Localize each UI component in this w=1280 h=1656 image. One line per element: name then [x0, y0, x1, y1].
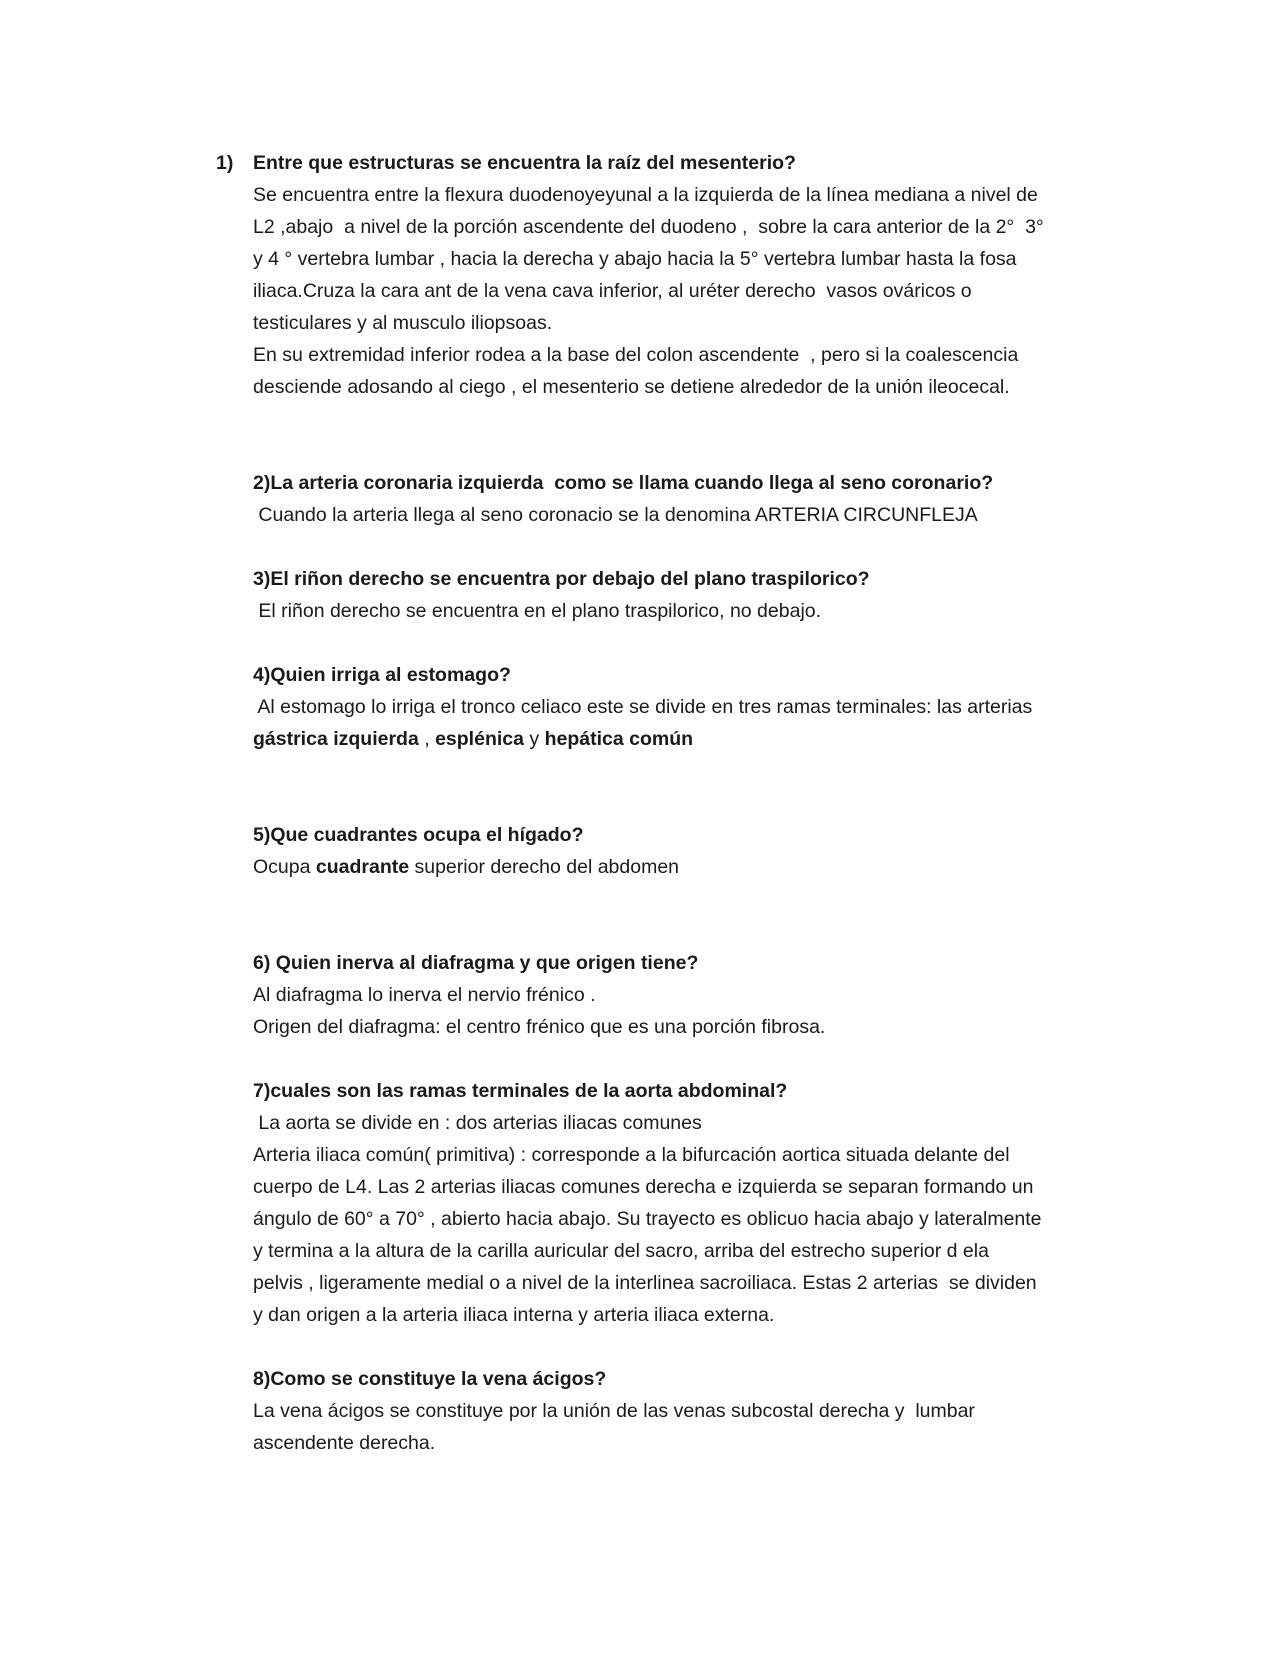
artery-splenic: esplénica — [435, 728, 524, 750]
separator-text: y — [523, 728, 545, 750]
question-2-title: 2)La arteria coronaria izquierda como se llama cuando llega al seno coronario? — [253, 472, 994, 494]
answer-7-line: cuerpo de L4. Las 2 arterias iliacas comunes derecha e izquierda se separan formando un — [253, 1176, 1034, 1198]
answer-1-line: Se encuentra entre la flexura duodenoyeyunal a la izquierda de la línea mediana a nivel de — [253, 184, 1038, 206]
question-4-title: 4)Quien irriga al estomago? — [253, 664, 511, 686]
question-6-title: 6) Quien inerva al diafragma y que origen tiene? — [253, 952, 699, 974]
answer-6-line: Origen del diafragma: el centro frénico que es una porción fibrosa. — [253, 1016, 826, 1038]
answer-5-pre: Ocupa — [253, 856, 316, 878]
answer-5-bold: cuadrante — [315, 856, 410, 878]
spacer — [253, 1043, 1103, 1075]
artery-hepatic-common: hepática común — [544, 728, 694, 750]
question-1-number: 1) — [216, 152, 234, 174]
answer-1-line: y 4 ° vertebra lumbar , hacia la derecha y abajo hacia la 5° vertebra lumbar hasta la fosa — [253, 248, 1017, 270]
answer-2-line: Cuando la arteria llega al seno coronacio se la denomina ARTERIA CIRCUNFLEJA — [253, 504, 978, 526]
question-8 — [253, 1363, 1103, 1459]
question-7-title: 7)cuales son las ramas terminales de la aorta abdominal? — [253, 1080, 788, 1102]
spacer — [253, 755, 1103, 819]
spacer — [253, 1331, 1103, 1363]
answer-8-line: La vena ácigos se constituye por la unión de las venas subcostal derecha y lumbar — [253, 1400, 975, 1422]
spacer — [253, 403, 1103, 467]
separator-text: , — [418, 728, 436, 750]
document-body — [216, 147, 1103, 1459]
spacer — [253, 531, 1103, 563]
question-4 — [253, 659, 1103, 755]
answer-5-post: superior derecho del abdomen — [409, 856, 680, 878]
answer-1-line: En su extremidad inferior rodea a la base del colon ascendente , pero si la coalescencia — [253, 344, 1019, 366]
question-3 — [253, 563, 1103, 627]
answer-1-line: iliaca.Cruza la cara ant de la vena cava inferior, al uréter derecho vasos ováricos o — [253, 280, 972, 302]
spacer — [253, 627, 1103, 659]
artery-gastric-left: gástrica izquierda — [253, 728, 419, 750]
answer-7-line: Arteria iliaca común( primitiva) : corresponde a la bifurcación aortica situada delante del — [253, 1144, 1010, 1166]
answer-5-line — [253, 851, 1103, 883]
question-1-title: Entre que estructuras se encuentra la raíz del mesenterio? — [253, 152, 796, 174]
answer-1-line: L2 ,abajo a nivel de la porción ascendente del duodeno , sobre la cara anterior de la 2° 3° — [253, 216, 1044, 238]
answer-1-line: testiculares y al musculo iliopsoas. — [253, 312, 553, 334]
spacer — [253, 883, 1103, 947]
answer-1-line: desciende adosando al ciego , el mesenterio se detiene alrededor de la unión ileocecal. — [253, 376, 1010, 398]
question-5-title: 5)Que cuadrantes ocupa el hígado? — [253, 824, 584, 846]
answer-8-line: ascendente derecha. — [253, 1432, 436, 1454]
question-1 — [216, 147, 1103, 403]
answer-6-line: Al diafragma lo inerva el nervio frénico . — [253, 984, 596, 1006]
question-5 — [253, 819, 1103, 883]
question-8-title: 8)Como se constituye la vena ácigos? — [253, 1368, 607, 1390]
answer-7-line: ángulo de 60° a 70° , abierto hacia abajo. Su trayecto es oblicuo hacia abajo y lateralmente — [253, 1208, 1042, 1230]
answer-7-line: y termina a la altura de la carilla auricular del sacro, arriba del estrecho superior d ela — [253, 1240, 989, 1262]
answer-4-line — [253, 723, 1103, 755]
answer-4-line: Al estomago lo irriga el tronco celiaco este se divide en tres ramas terminales: las arterias — [253, 696, 1033, 718]
answer-7-line: La aorta se divide en : dos arterias iliacas comunes — [253, 1112, 702, 1134]
answer-7-line: pelvis , ligeramente medial o a nivel de la interlinea sacroiliaca. Estas 2 arterias se dividen — [253, 1272, 1037, 1294]
answer-7-line: y dan origen a la arteria iliaca interna y arteria iliaca externa. — [253, 1304, 775, 1326]
answer-3-line: El riñon derecho se encuentra en el plano traspilorico, no debajo. — [253, 600, 822, 622]
question-3-title: 3)El riñon derecho se encuentra por debajo del plano traspilorico? — [253, 568, 870, 590]
question-7 — [253, 1075, 1103, 1331]
question-6 — [253, 947, 1103, 1043]
question-2 — [253, 467, 1103, 531]
